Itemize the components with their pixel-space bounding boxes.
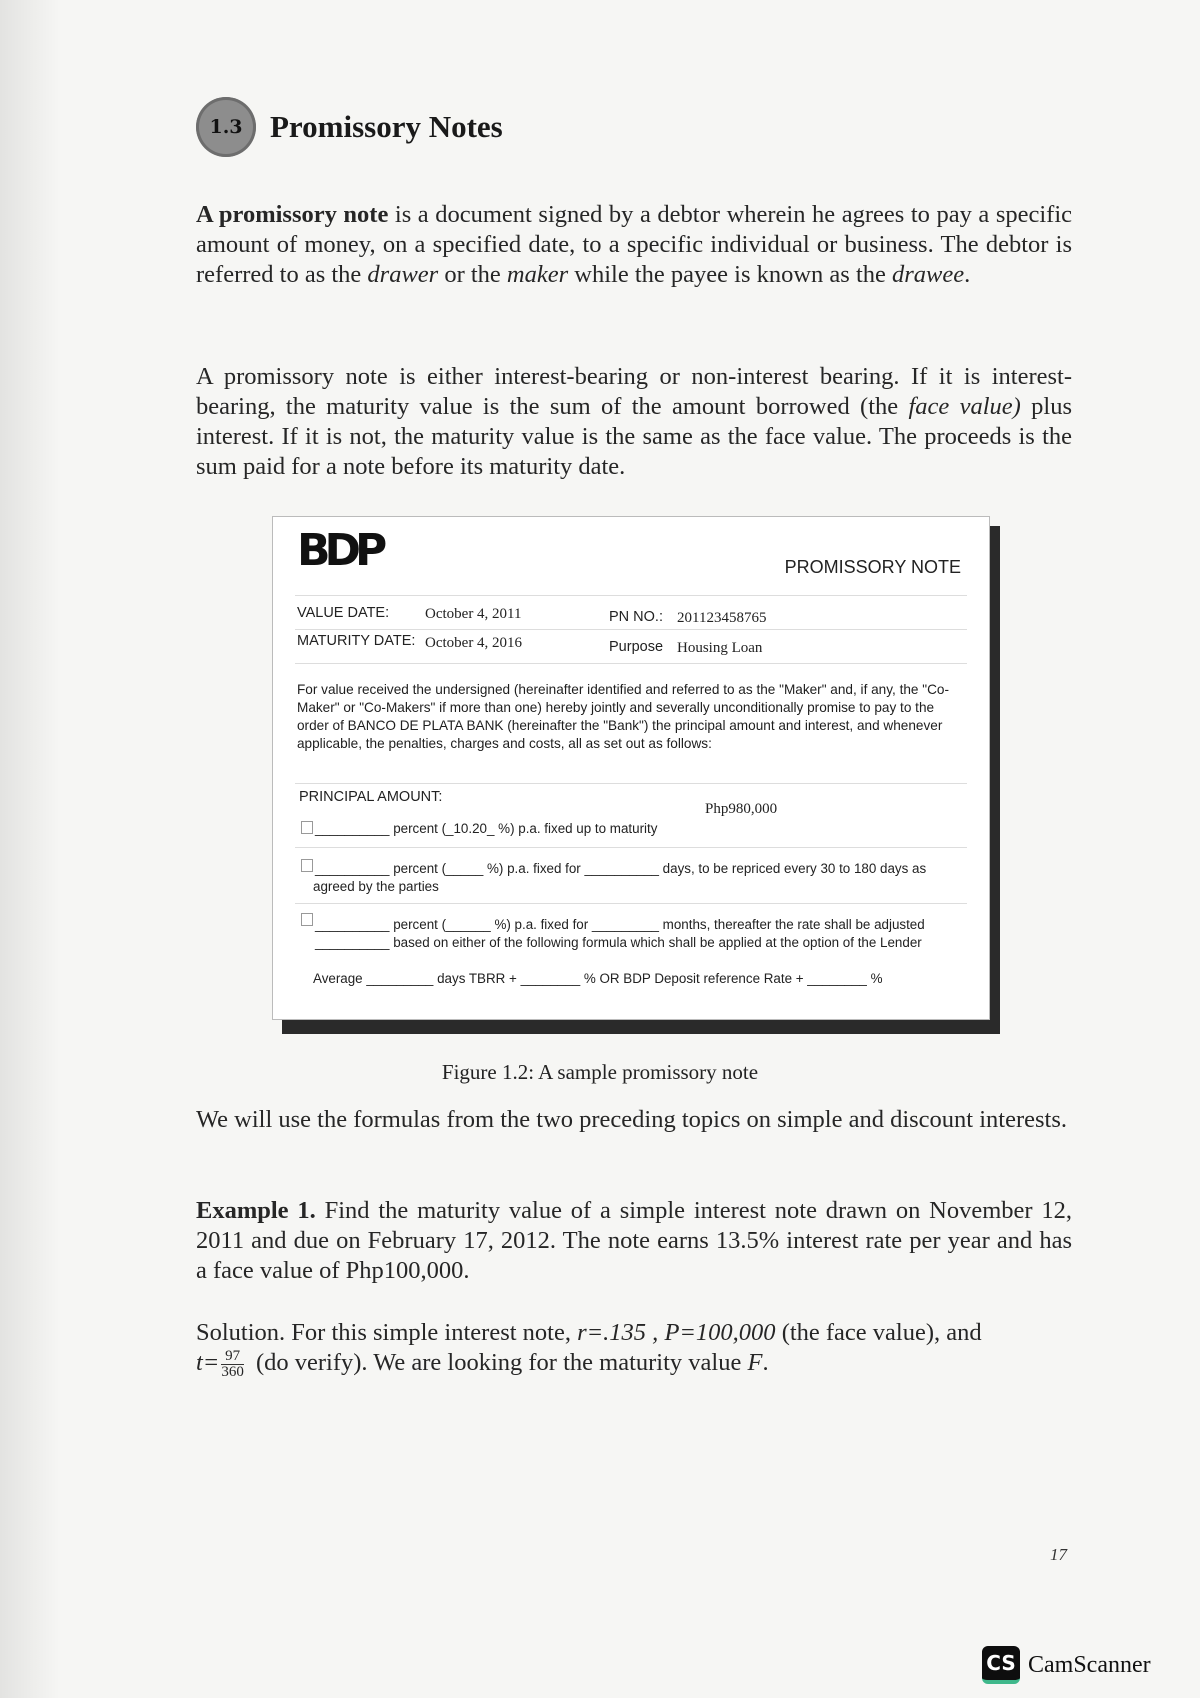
- solution-text-d: .: [762, 1349, 769, 1376]
- paragraph-interest-types: [196, 362, 1072, 482]
- purpose-label: Purpose: [609, 639, 664, 655]
- divider: [295, 903, 967, 904]
- note-body-text: For value received the undersigned (hereinafter identified and referred to as the "Maker" and, if any, the "Co-Maker" or "Co-Makers" if more than one) hereby jointly and severally unconditionally promise to pay to the order of BANCO DE PLATA BANK (hereinafter the "Bank") the principal amount and interest, and whenever applicable, the penalties, charges and costs, all as set out as follows:: [297, 682, 949, 751]
- pn-no-label: PN NO.:: [609, 609, 663, 625]
- camscanner-logo-icon: CS: [982, 1646, 1020, 1684]
- value-date: October 4, 2011: [425, 606, 522, 622]
- average-rate-line: Average _________ days TBRR + ________ % OR BDP Deposit reference Rate + ________ %: [313, 971, 883, 986]
- divider: [295, 595, 967, 596]
- para2-text-a: A promissory note is either interest-bearing or non-interest bearing. If it is interest-bearing, the maturity value is the sum of the amount borrowed (the: [196, 363, 1072, 420]
- maturity-date: October 4, 2016: [425, 635, 523, 651]
- fraction-numerator: 97: [221, 1349, 244, 1365]
- checkbox-option-3: [301, 913, 313, 926]
- camscanner-text: CamScanner: [1028, 1651, 1151, 1678]
- option-2-text: __________ percent (_____ %) p.a. fixed for __________ days, to be repriced every 30 to 180 days as: [315, 861, 927, 876]
- page-number: 17: [1050, 1545, 1067, 1564]
- pn-no: 201123458765: [677, 610, 767, 626]
- principal-amount-label: PRINCIPAL AMOUNT:: [299, 789, 443, 805]
- para1-text-b: or the: [438, 261, 507, 288]
- promissory-note-figure: [272, 516, 990, 1020]
- option-2-text-cont: agreed by the parties: [313, 879, 439, 894]
- checkbox-option-1: [301, 821, 313, 834]
- option-1-text: __________ percent (_10.20_ %) p.a. fixed up to maturity: [315, 821, 658, 836]
- figure-caption: Figure 1.2: A sample promissory note: [441, 1060, 759, 1084]
- value-date-label: VALUE DATE:: [297, 605, 390, 621]
- term-maker: maker: [506, 261, 569, 288]
- option-3-text-cont: __________ based on either of the following formula which shall be applied at the option of the Lender: [315, 935, 922, 950]
- example-label: Example 1.: [196, 1197, 316, 1224]
- purpose: Housing Loan: [677, 640, 763, 656]
- fraction-denominator: 360: [221, 1363, 244, 1380]
- checkbox-option-2: [301, 859, 313, 872]
- term-face-value: face value): [908, 393, 1021, 420]
- maturity-symbol: F: [747, 1349, 763, 1376]
- divider: [295, 847, 967, 848]
- section-number-badge: 1.3: [196, 97, 256, 157]
- paragraph-definition: [196, 200, 1072, 290]
- page-shadow: [0, 0, 60, 1698]
- principal-amount: Php980,000: [705, 801, 778, 817]
- section-title: Promissory Notes: [270, 109, 503, 144]
- maturity-date-label: MATURITY DATE:: [297, 633, 416, 649]
- divider: [295, 663, 967, 664]
- solution-text-c: (do verify). We are looking for the maturity value: [249, 1349, 748, 1376]
- solution-text-a: Solution. For this simple interest note,: [196, 1319, 578, 1346]
- example-text: Find the maturity value of a simple interest note drawn on November 12, 2011 and due on February 17, 2012. The note earns 13.5% interest rate per year and has a face value of Php100,000.: [196, 1197, 1073, 1284]
- principal-equation: P=100,000: [664, 1319, 776, 1346]
- term-drawee: drawee: [892, 261, 965, 288]
- paragraph-solution: [196, 1318, 1072, 1380]
- paragraph-formulas: We will use the formulas from the two preceding topics on simple and discount interests.: [196, 1106, 1067, 1133]
- time-equation: t=: [196, 1349, 220, 1376]
- para1-text-c: while the payee is known as the: [568, 261, 893, 288]
- para2-text-b: plus interest. If it is not, the maturity value is the same as the face value. The proceeds is the sum paid for a note before its maturity date.: [196, 393, 1072, 480]
- term-promissory-note: A promissory note: [196, 201, 389, 228]
- camscanner-watermark: [982, 1646, 1151, 1684]
- note-title: PROMISSORY NOTE: [784, 557, 961, 577]
- para1-text-d: .: [964, 261, 971, 288]
- solution-text-b: (the face value), and: [775, 1319, 982, 1346]
- section-header: [196, 95, 503, 159]
- option-3-text: __________ percent (______ %) p.a. fixed for _________ months, thereafter the rate shall be adjusted: [315, 917, 925, 932]
- divider: [295, 783, 967, 784]
- term-drawer: drawer: [367, 261, 439, 288]
- para1-text-a: is a document signed by a debtor wherein he agrees to pay a specific amount of money, on a specified date, to a specific individual or business. The debtor is referred to as the: [196, 201, 1073, 288]
- divider: [295, 629, 967, 630]
- time-fraction: [221, 1349, 244, 1380]
- bdp-logo: BDP: [297, 525, 382, 576]
- paragraph-example: [196, 1196, 1072, 1286]
- rate-equation: r=.135 ,: [577, 1319, 665, 1346]
